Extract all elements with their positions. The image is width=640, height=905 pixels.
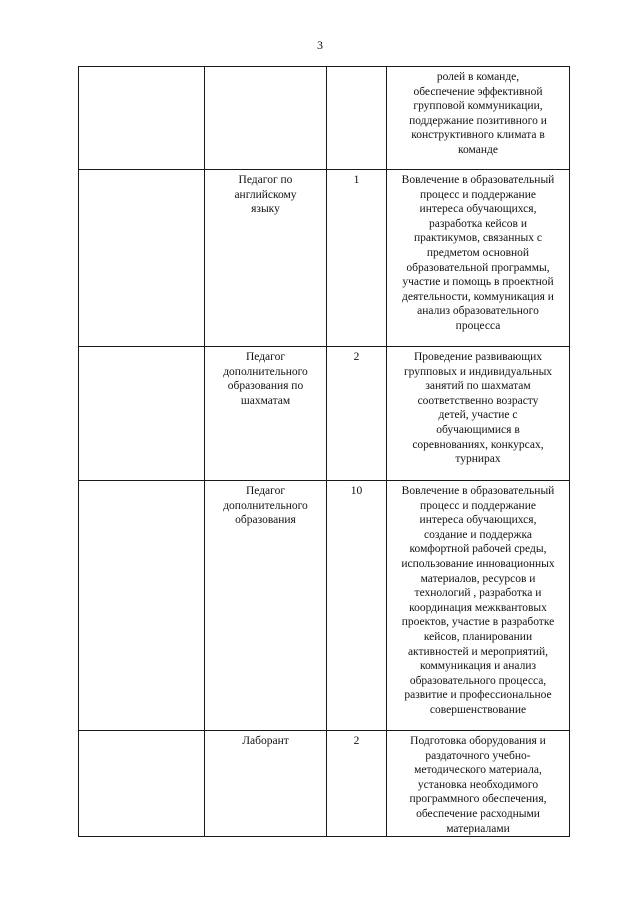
- table-cell-empty: [79, 170, 205, 347]
- count-cell: 1: [327, 170, 387, 347]
- count-cell: 10: [327, 481, 387, 731]
- role-cell: Педагог по английскому языку: [205, 170, 327, 347]
- page-number: 3: [317, 38, 323, 52]
- table-row: [79, 170, 570, 347]
- role-cell: Педагог дополнительного образования: [205, 481, 327, 731]
- table-cell-empty: [79, 481, 205, 731]
- table-row: [79, 67, 570, 170]
- table-row: [79, 481, 570, 731]
- description-cell: ролей в команде, обеспечение эффективной групповой коммуникации, поддержание позитивного и конструктивного климата в команде: [387, 67, 570, 170]
- count-cell: 2: [327, 731, 387, 837]
- count-cell: 2: [327, 347, 387, 481]
- table-cell-empty: [79, 731, 205, 837]
- description-cell: Вовлечение в образовательный процесс и поддержание интереса обучающихся, разработка кейсов и практикумов, связанных с предметом основной образовательной программы, участие и помощь в проектной деятельности, коммуникация и анализ образовательного процесса: [387, 170, 570, 347]
- table-cell-empty: [79, 67, 205, 170]
- description-cell: Проведение развивающих групповых и индивидуальных занятий по шахматам соответственно возрасту детей, участие с обучающимися в соревнованиях, конкурсах, турнирах: [387, 347, 570, 481]
- table-cell-empty: [79, 347, 205, 481]
- table-row: [79, 347, 570, 481]
- description-cell: Вовлечение в образовательный процесс и поддержание интереса обучающихся, создание и поддержка комфортной рабочей среды, использование инновационных материалов, ресурсов и технологий , разработка и координация межквантовых проектов, участие в разработке кейсов, планировании активностей и мероприятий, коммуникация и анализ образовательного процесса, развитие и профессиональное совершенствование: [387, 481, 570, 731]
- role-cell: Лаборант: [205, 731, 327, 837]
- role-cell: [205, 67, 327, 170]
- staff-table: [78, 66, 570, 837]
- description-cell: Подготовка оборудования и раздаточного учебно- методического материала, установка необходимого программного обеспечения, обеспечение расходными материалами: [387, 731, 570, 837]
- role-cell: Педагог дополнительного образования по шахматам: [205, 347, 327, 481]
- table-row: [79, 731, 570, 837]
- count-cell: [327, 67, 387, 170]
